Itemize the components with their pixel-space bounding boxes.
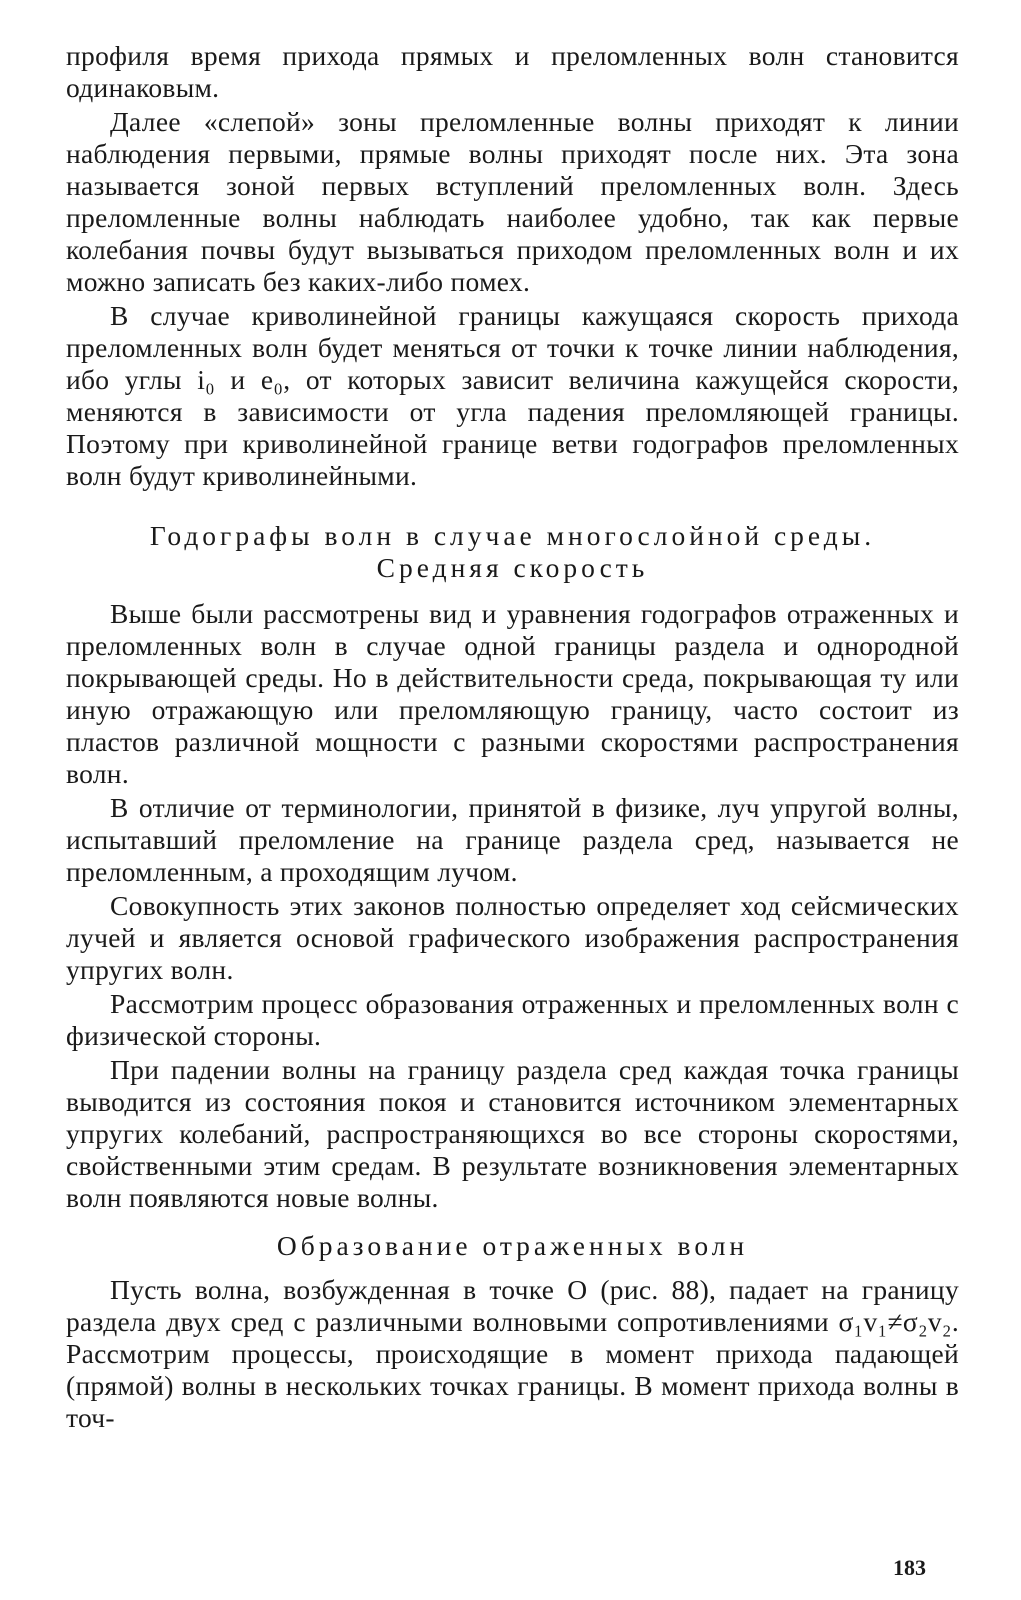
paragraph: Далее «слепой» зоны преломленные волны приходят к линии наблюдения первыми, прямые волны приходят после них. Эта зона называется зоной первых вступлений преломленных волн. Здесь преломленные волны наблюдать наиболее удобно, так как первые колебания почвы будут вызываться приходом преломленных волн и их можно записать без каких-либо помех. (66, 106, 959, 297)
section-heading-line2: Средняя скорость (376, 552, 649, 583)
paragraph: профиля время прихода прямых и преломленных волн становится одинаковым. (66, 40, 959, 103)
paragraph: Совокупность этих законов полностью определяет ход сейсмических лучей и является основой графического изображения распространения упругих волн. (66, 890, 959, 985)
paragraph: В отличие от терминологии, принятой в физике, луч упругой волны, испытавший преломление на границе раздела сред, называется не преломленным, а проходящим лучом. (66, 792, 959, 887)
section-heading-line1: Годографы волн в случае многослойной среды. (149, 520, 876, 551)
paragraph: В случае криволинейной границы кажущаяся скорость прихода преломленных волн будет меняться от точки к точке линии наблюдения, ибо углы i₀ и e₀, от которых зависит величина кажущейся скорости, меняются в зависимости от угла падения преломляющей границы. Поэтому при криволинейной границе ветви годографов преломленных волн будут криволинейными. (66, 300, 959, 491)
paragraph: Рассмотрим процесс образования отраженных и преломленных волн с физической стороны. (66, 988, 959, 1051)
paragraph: Выше были рассмотрены вид и уравнения годографов отраженных и преломленных волн в случае одной границы раздела и однородной покрывающей среды. Но в действительности среда, покрывающая ту или иную отражающую или преломляющую границу, часто состоит из пластов различной мощности с разными скоростями распространения волн. (66, 598, 959, 789)
page-text (66, 40, 959, 1434)
subsection-heading: Образование отраженных волн (276, 1230, 749, 1261)
page-number: 183 (893, 1555, 926, 1580)
paragraph: Пусть волна, возбужденная в точке O (рис. 88), падает на границу раздела двух сред с различными волновыми сопротивлениями σ₁v₁≠σ₂v₂. Рассмотрим процессы, происходящие в момент прихода падающей (прямой) волны в нескольких точках границы. В момент прихода волны в точ- (66, 1274, 959, 1433)
paragraph: При падении волны на границу раздела сред каждая точка границы выводится из состояния покоя и становится источником элементарных упругих колебаний, распространяющихся во все стороны скоростями, свойственными этим средам. В результате возникновения элементарных волн появляются новые волны. (66, 1054, 959, 1213)
